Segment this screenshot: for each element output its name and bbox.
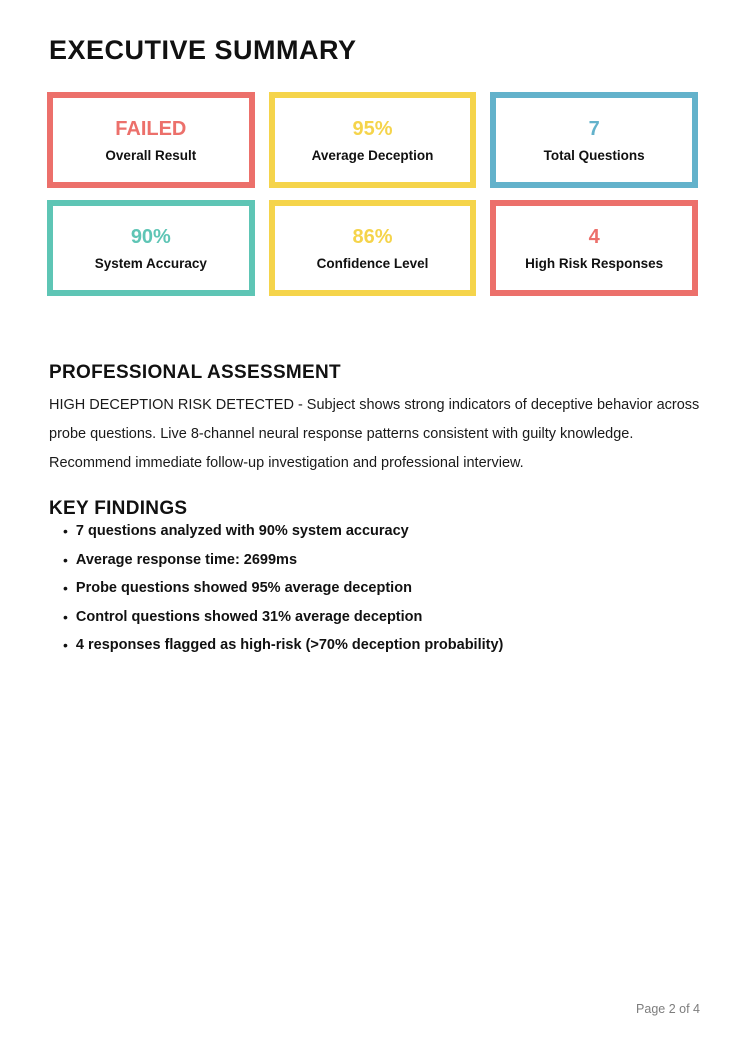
assessment-heading: PROFESSIONAL ASSESSMENT: [49, 361, 341, 383]
metric-value: 95%: [352, 117, 393, 140]
key-findings-list: [63, 517, 683, 660]
metric-value: 90%: [130, 225, 171, 248]
finding-item: [63, 517, 683, 546]
bullet-icon: •: [63, 608, 68, 625]
metric-label: Overall Result: [105, 147, 197, 163]
finding-item: [63, 574, 683, 603]
finding-text: Probe questions showed 95% average deception: [75, 580, 412, 597]
bullet-icon: •: [63, 637, 68, 654]
bullet-icon: •: [63, 551, 68, 568]
metric-label: System Accuracy: [94, 255, 207, 271]
finding-text: 4 responses flagged as high-risk (>70% deception probability): [75, 637, 504, 654]
metric-card: [47, 200, 255, 296]
metric-label: Total Questions: [543, 147, 645, 163]
finding-text: Average response time: 2699ms: [75, 551, 298, 568]
metric-value: 7: [588, 117, 600, 140]
metric-value: FAILED: [115, 117, 187, 140]
assessment-body-text: HIGH DECEPTION RISK DETECTED - Subject shows strong indicators of deceptive behavior across probe questions. Live 8-channel neural response patterns consistent with guilty knowledge. Recommend immediate follow-up investigation and professional interview.: [49, 396, 700, 471]
metric-card: [47, 92, 255, 188]
finding-item: [63, 546, 683, 575]
findings-heading: KEY FINDINGS: [49, 497, 188, 519]
metric-card: [490, 200, 698, 296]
metric-card: [269, 200, 477, 296]
bullet-icon: •: [63, 523, 68, 540]
metric-label: Average Deception: [311, 147, 434, 163]
metric-cards-grid: [47, 92, 698, 296]
metric-value: 4: [588, 225, 600, 248]
finding-item: [63, 603, 683, 632]
metric-card: [490, 92, 698, 188]
metric-label: Confidence Level: [316, 255, 429, 271]
page-number: Page 2 of 4: [636, 1002, 700, 1016]
bullet-icon: •: [63, 580, 68, 597]
metric-card: [269, 92, 477, 188]
page-title: EXECUTIVE SUMMARY: [49, 35, 357, 66]
metric-value: 86%: [352, 225, 393, 248]
finding-text: Control questions showed 31% average deception: [75, 608, 423, 625]
finding-item: [63, 631, 683, 660]
metric-label: High Risk Responses: [525, 255, 664, 271]
finding-text: 7 questions analyzed with 90% system accuracy: [75, 523, 409, 540]
